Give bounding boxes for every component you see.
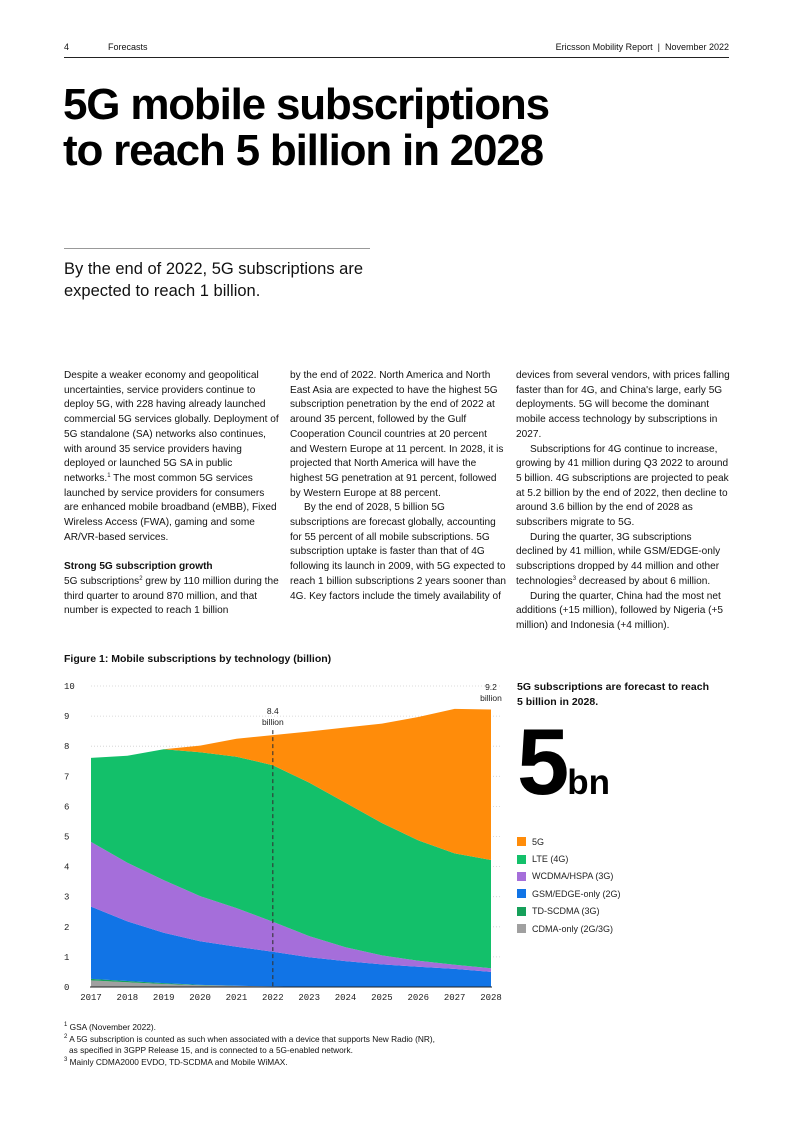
footnote-ref: 1 [107,472,111,479]
paragraph-text: The most common 5G services launched by service providers for consumers are enhanced mobile broadband (eMBB), Fixed Wireless Access (FWA), gaming and some AR/VR-based services. [64,472,277,543]
x-tick-label: 2028 [480,993,502,1003]
stacked-area-chart [0,670,520,1010]
big-number-value: 5 [517,709,566,814]
section-name: Forecasts [108,42,148,52]
paragraph: During the quarter, China had the most net additions (+15 million), followed by Nigeria (+5 million) and Indonesia (+4 million). [516,590,724,631]
legend-label: WCDMA/HSPA (3G) [532,871,614,882]
header-rule [64,57,729,58]
footnote-text: GSA (November 2022). [67,1022,156,1032]
footnote-2-continued: as specified in 3GPP Release 15, and is connected to a 5G-enabled network. [69,1045,353,1055]
legend-item [517,868,621,885]
legend-swatch [517,855,526,864]
chart-legend [517,833,621,937]
legend-swatch [517,924,526,933]
body-column-2 [290,369,506,604]
footnote-1 [64,1022,524,1034]
annotation-unit: billion [261,717,284,728]
x-tick-label: 2022 [262,993,284,1003]
y-tick-label: 10 [64,682,75,692]
y-tick-label: 1 [64,952,70,963]
annotation-unit: billion [480,693,502,704]
figure-callout: 5G subscriptions are forecast to reach 5 billion in 2028. [517,681,709,708]
publication-title: Ericsson Mobility Report | November 2022 [555,42,729,52]
section-heading: Strong 5G subscription growth [64,561,213,573]
body-column-3 [516,369,730,634]
page-number: 4 [64,42,70,52]
lead-subtitle: By the end of 2022, 5G subscriptions are expected to reach 1 billion. [64,260,364,300]
legend-label: 5G [532,836,545,847]
y-tick-label: 7 [64,772,70,783]
subtitle-rule [64,248,370,249]
y-tick-label: 6 [64,802,70,813]
figure-title: Figure 1: Mobile subscriptions by technology (billion) [64,653,332,665]
legend-swatch [517,872,526,881]
paragraph-text: During the quarter, 3G subscriptions declined by 41 million, while GSM/EDGE-only subscriptions dropped by 44 million and other technologies [516,531,721,587]
x-tick-label: 2020 [189,993,211,1003]
paragraph: by the end of 2022. North America and North East Asia are expected to have the highest 5G subscription penetration by the end of 2022 at around 35 percent, followed by the Gulf Cooperation Council countries at 20 percent and Western Europe at 11 percent. In 2028, it is projected that North America will have the highest 5G penetration at 91 percent, followed by Western Europe at 88 percent. [290,370,504,499]
legend-label: TD-SCDMA (3G) [532,906,600,917]
footnote-text: A 5G subscription is counted as such when associated with a device that supports New Radio (NR), [67,1033,435,1044]
x-tick-label: 2018 [116,993,139,1003]
paragraph [64,369,280,545]
page-title [63,82,663,174]
y-tick-label: 4 [64,862,70,873]
footnotes [64,1022,524,1068]
paragraph [516,531,730,590]
page-title-line-1: 5G mobile subscriptions [63,80,549,129]
paragraph-text: grew by 110 million during the third quarter to around 870 million, and that number is expected to reach 1 billion [64,575,279,617]
paragraph-text: Despite a weaker economy and geopolitical uncertainties, service providers continue to deploy 5G, with 228 having already launched commercial 5G services globally. Deployment of 5G standalone (SA) networks also continues, with around 35 service providers having deployed or launched 5G SA in public networks. [64,370,279,484]
legend-swatch [517,907,526,916]
paragraph: Subscriptions for 4G continue to increase, growing by 41 million during Q3 2022 to around 5 billion. 4G subscriptions are projected to peak at 5.2 billion by the end of 2022, then decline to around 3.6 billion by the end of 2028 as subscribers migrate to 5G. [516,443,729,529]
x-tick-label: 2023 [298,993,320,1003]
footnote-text: Mainly CDMA2000 EVDO, TD-SCDMA and Mobile WiMAX. [67,1056,288,1067]
page-title-line-2: to reach 5 billion in 2028 [63,126,543,175]
y-tick-label: 8 [64,742,70,753]
paragraph: By the end of 2028, 5 billion 5G subscriptions are forecast globally, accounting for 55 percent of all mobile subscriptions. 5G subscription uptake is faster than that of 4G following its launch in 2009, with 5G expected to reach 1 billion subscriptions 2 years sooner than 4G. Key factors include the timely availability of [290,502,507,602]
body-column-1 [64,369,280,619]
x-tick-label: 2027 [443,993,466,1003]
big-number [517,708,610,816]
legend-swatch [517,837,526,846]
legend-label: LTE (4G) [532,854,569,865]
x-tick-label: 2019 [152,993,175,1003]
legend-label: GSM/EDGE-only (2G) [532,888,621,899]
paragraph-text: decreased by about 6 million. [576,575,711,587]
footnote-ref: 2 [139,575,143,582]
footnote-3 [64,1057,524,1069]
legend-item [517,833,621,850]
paragraph-text: 5G subscriptions [64,575,140,587]
y-tick-label: 3 [64,892,70,903]
big-number-unit: bn [567,763,611,802]
x-tick-label: 2026 [407,993,430,1003]
x-tick-label: 2021 [225,993,248,1003]
footnote-ref: 3 [572,575,577,582]
legend-item [517,850,621,867]
y-tick-label: 0 [64,983,70,993]
legend-item [517,885,621,902]
footnote-number: 3 [64,1056,68,1063]
y-tick-label: 5 [64,832,70,843]
annotation-value: 8.4 [266,706,279,717]
legend-swatch [517,889,526,898]
y-tick-label: 2 [64,922,70,933]
footnote-number: 2 [64,1033,68,1040]
footnote-number: 1 [64,1022,68,1028]
footnote-2 [64,1034,524,1046]
legend-label: CDMA-only (2G/3G) [532,923,614,934]
annotation-value: 9.2 [485,682,497,693]
paragraph [64,575,280,619]
legend-item [517,920,621,937]
y-tick-label: 9 [64,712,70,723]
x-tick-label: 2025 [371,993,393,1003]
legend-item [517,903,621,920]
x-tick-label: 2017 [80,993,102,1003]
paragraph: devices from several vendors, with prices falling faster than for 4G, and China's large, early 5G deployments. 5G will become the dominant mobile access technology by subscriptions in 2027. [516,370,730,440]
x-tick-label: 2024 [334,993,357,1003]
